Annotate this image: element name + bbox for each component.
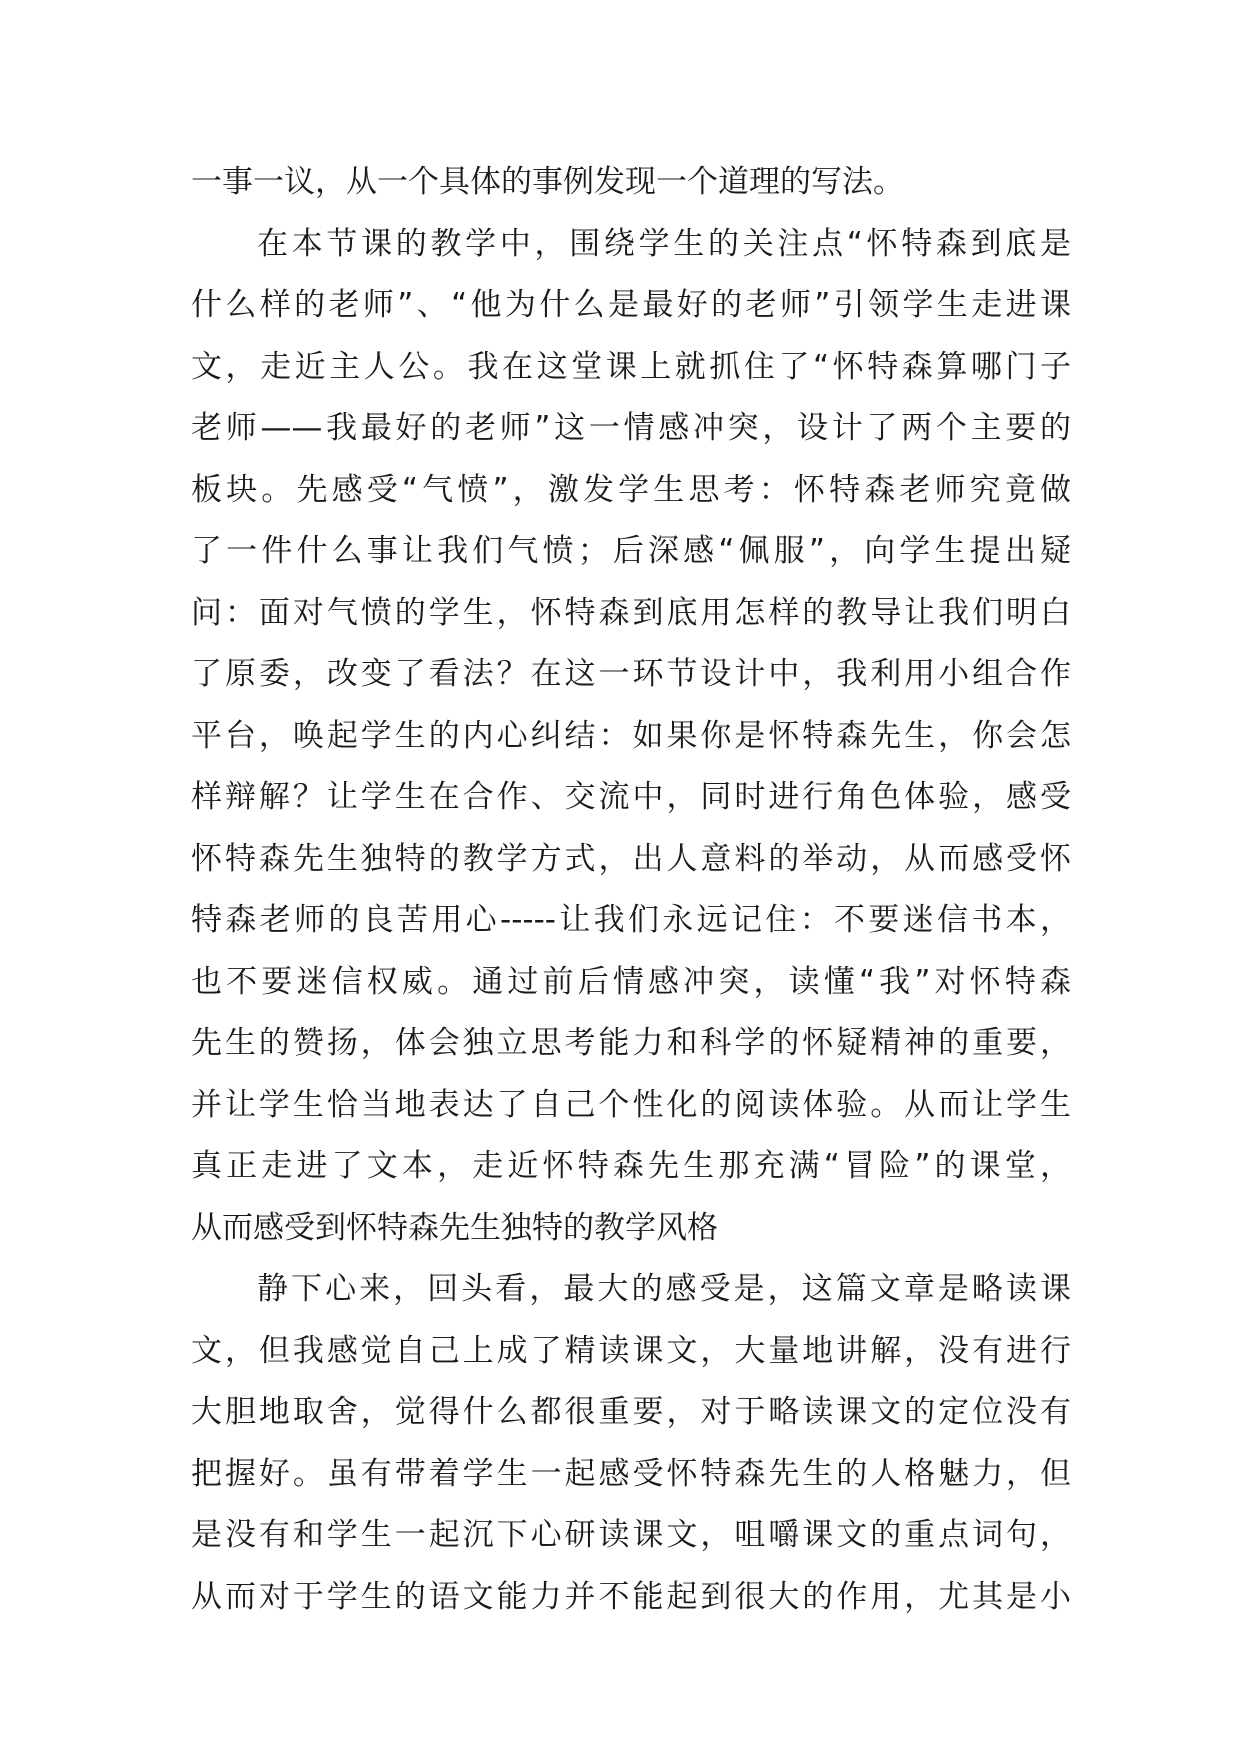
paragraph-1 <box>191 152 1071 214</box>
text-line: 先生的赞扬，体会独立思考能力和科学的怀疑精神的重要， <box>191 1025 1071 1061</box>
text-line: 一事一议，从一个具体的事例发现一个道理的写法。 <box>191 164 904 200</box>
text-line: 板块。先感受“气愤”，激发学生思考：怀特森老师究竟做 <box>191 471 1071 508</box>
text-line: 静下心来，回头看，最大的感受是，这篇文章是略读课 <box>257 1271 1071 1307</box>
text-line: 真正走进了文本，走近怀特森先生那充满“冒险”的课堂， <box>191 1148 1071 1184</box>
body-text <box>191 152 1071 1628</box>
paragraph-3 <box>191 1259 1071 1628</box>
text-line: 从而感受到怀特森先生独特的教学风格 <box>191 1209 718 1246</box>
text-line: 特森老师的良苦用心-----让我们永远记住：不要迷信书本， <box>191 902 1071 938</box>
text-line: 文，但我感觉自己上成了精读课文，大量地讲解，没有进行 <box>191 1332 1071 1369</box>
text-line: 在本节课的教学中，围绕学生的关注点“怀特森到底是 <box>257 225 1071 262</box>
text-line: 样辩解？让学生在合作、交流中，同时进行角色体验，感受 <box>191 779 1071 815</box>
text-line: 了原委，改变了看法？在这一环节设计中，我利用小组合作 <box>191 656 1071 692</box>
paragraph-2 <box>191 214 1071 1260</box>
text-line: 平台，唤起学生的内心纠结：如果你是怀特森先生，你会怎 <box>191 717 1071 754</box>
text-line: 是没有和学生一起沉下心研读课文，咀嚼课文的重点词句， <box>191 1517 1071 1553</box>
text-line: 从而对于学生的语文能力并不能起到很大的作用，尤其是小 <box>191 1578 1071 1615</box>
text-line: 文，走近主人公。我在这堂课上就抓住了“怀特森算哪门子 <box>191 348 1071 385</box>
text-line: 也不要迷信权威。通过前后情感冲突，读懂“我”对怀特森 <box>191 963 1071 1000</box>
text-line: 并让学生恰当地表达了自己个性化的阅读体验。从而让学生 <box>191 1086 1071 1123</box>
text-line: 把握好。虽有带着学生一起感受怀特森先生的人格魅力，但 <box>191 1455 1071 1492</box>
text-line: 老师——我最好的老师”这一情感冲突，设计了两个主要的 <box>191 410 1071 446</box>
text-line: 问：面对气愤的学生，怀特森到底用怎样的教导让我们明白 <box>191 594 1071 631</box>
text-line: 怀特森先生独特的教学方式，出人意料的举动，从而感受怀 <box>191 840 1071 877</box>
text-line: 大胆地取舍，觉得什么都很重要，对于略读课文的定位没有 <box>191 1394 1071 1430</box>
text-line: 什么样的老师”、“他为什么是最好的老师”引领学生走进课 <box>191 287 1071 323</box>
text-line: 了一件什么事让我们气愤；后深感“佩服”，向学生提出疑 <box>191 533 1071 569</box>
